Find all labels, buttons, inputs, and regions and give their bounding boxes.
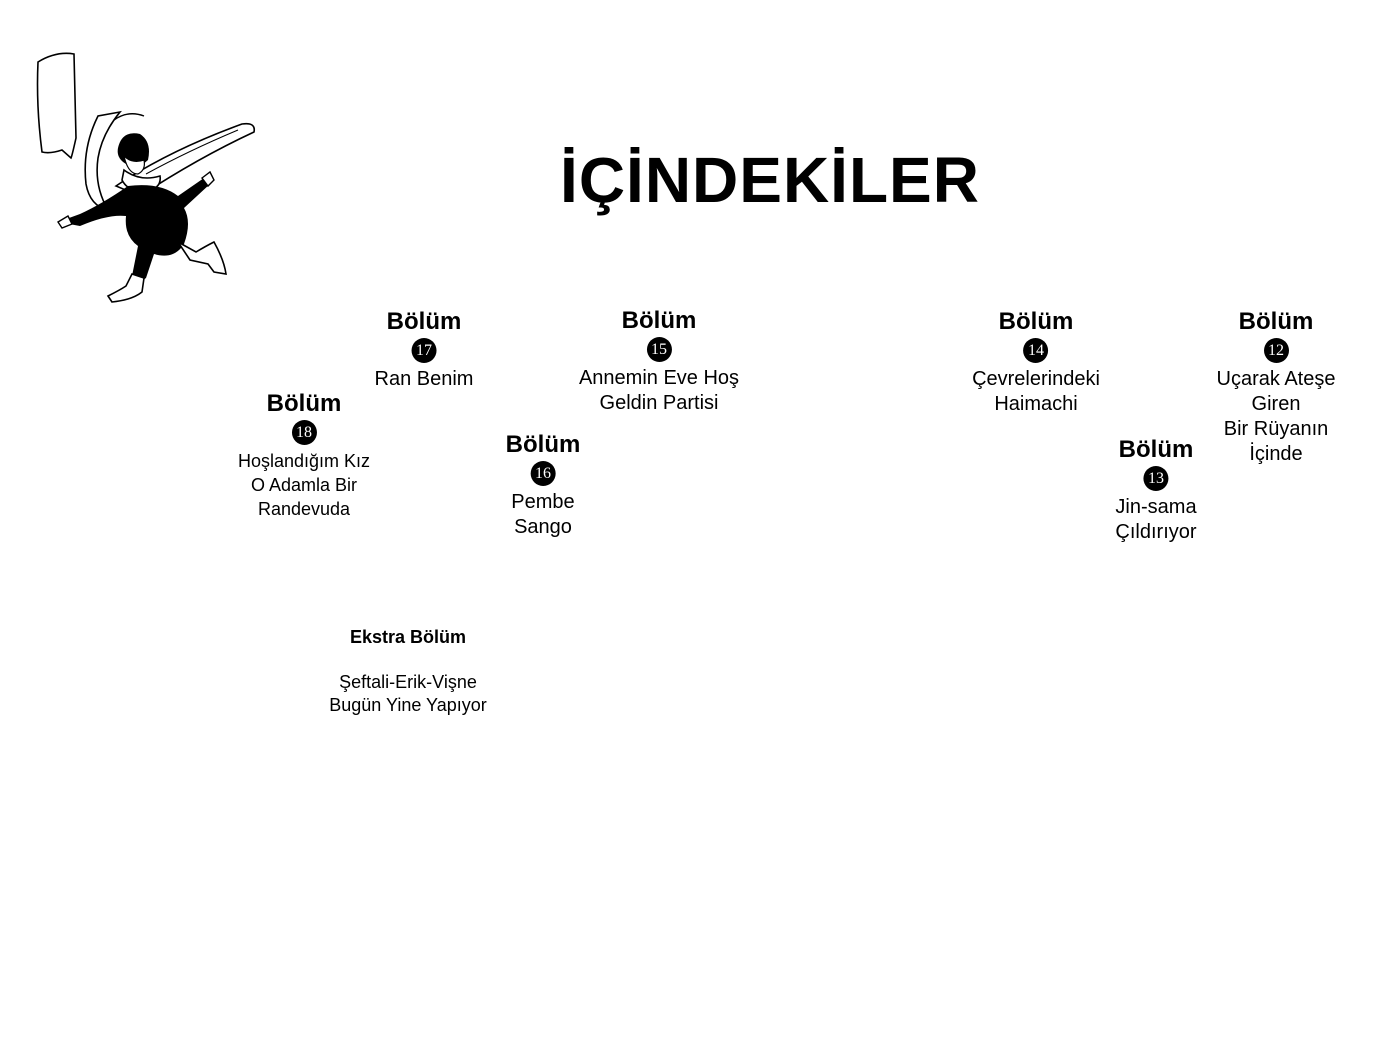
chapter-14 <box>972 308 1100 417</box>
chapter-label: Bölüm <box>505 431 581 458</box>
chapter-16 <box>506 431 581 540</box>
chapter-title: Ran Benim <box>374 368 474 390</box>
chapter-title: Çevrelerindeki Haimachi <box>972 368 1100 415</box>
chapter-17 <box>375 308 474 392</box>
chapter-18 <box>238 390 370 521</box>
chapter-12 <box>1215 308 1337 467</box>
chapter-label: Bölüm <box>1118 436 1194 463</box>
extra-chapter-title: Şeftali-Erik-Vişne Bugün Yine Yapıyor <box>329 672 487 715</box>
chapter-label: Bölüm <box>621 307 697 334</box>
chapter-15 <box>579 307 739 416</box>
flying-girl-illustration <box>28 46 268 316</box>
extra-chapter <box>329 626 486 717</box>
chapter-title: Hoşlandığım Kız O Adamla Bir Randevuda <box>237 451 371 519</box>
chapter-title: Annemin Eve Hoş Geldin Partisi <box>578 367 740 414</box>
chapter-number-badge: 12 <box>1264 338 1289 363</box>
chapter-number-badge: 13 <box>1143 466 1168 491</box>
chapter-title: Pembe Sango <box>511 491 575 538</box>
chapter-number-badge: 18 <box>292 420 317 445</box>
chapter-number-badge: 15 <box>646 337 671 362</box>
chapter-label: Bölüm <box>266 390 342 417</box>
extra-chapter-label: Ekstra Bölüm <box>349 627 467 647</box>
chapter-title: Jin-sama Çıldırıyor <box>1115 496 1197 543</box>
chapter-number-badge: 17 <box>412 338 437 363</box>
chapter-number-badge: 14 <box>1024 338 1049 363</box>
chapter-number-badge: 16 <box>530 461 555 486</box>
chapter-13 <box>1115 436 1196 545</box>
chapter-label: Bölüm <box>1238 308 1314 335</box>
page-title: İÇİNDEKİLER <box>560 144 980 216</box>
chapter-label: Bölüm <box>386 308 462 335</box>
chapter-label: Bölüm <box>998 308 1074 335</box>
chapter-title: Uçarak Ateşe Giren Bir Rüyanın İçinde <box>1216 368 1336 465</box>
